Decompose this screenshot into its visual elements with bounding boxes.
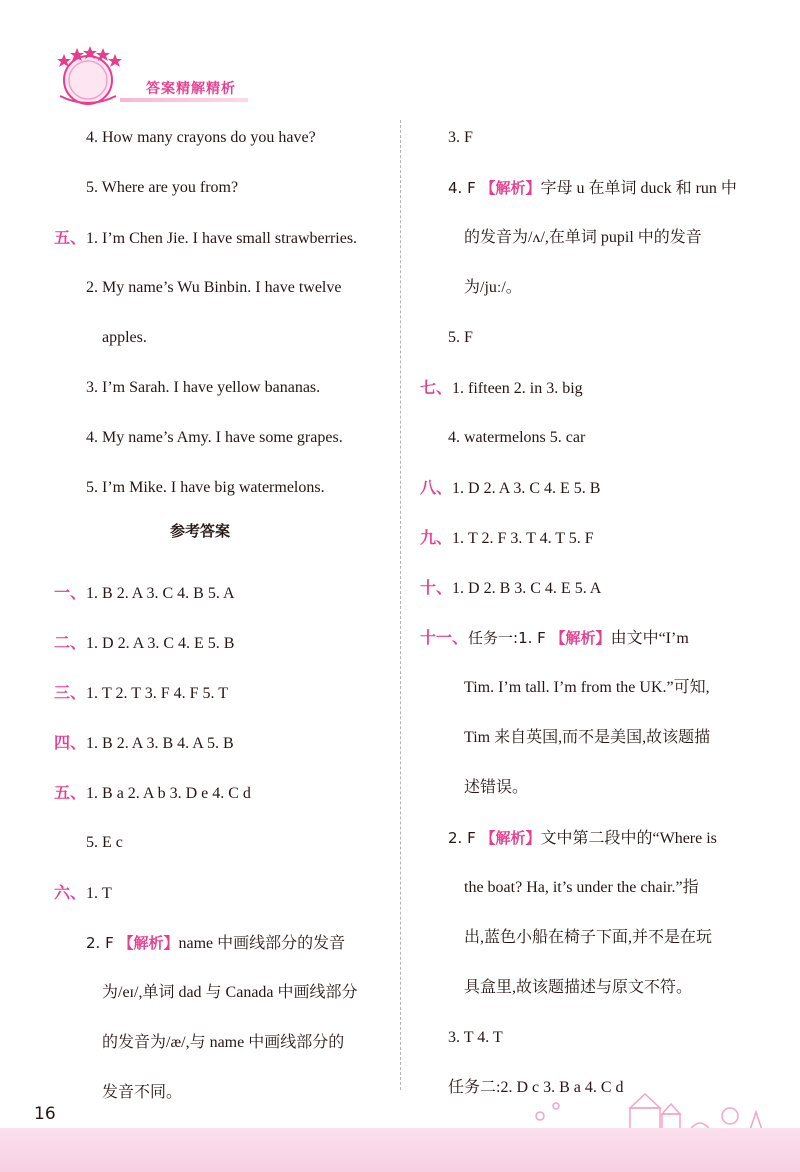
answer-line: [86, 178, 238, 198]
answer-text: 任务二:2. D c 3. B a 4. C d: [448, 1079, 624, 1096]
answer-line: [448, 128, 473, 148]
answer-text: name 中画线部分的发音: [178, 935, 346, 952]
answer-prefix: 2. F: [448, 829, 481, 847]
answer-line: [86, 278, 341, 298]
answer-line: [102, 328, 147, 348]
answer-text: apples.: [102, 329, 147, 346]
answer-text: 4. My name’s Amy. I have some grapes.: [86, 429, 343, 446]
answer-text: 1. I’m Chen Jie. I have small strawberries.: [86, 230, 358, 247]
answer-text: 3. I’m Sarah. I have yellow bananas.: [86, 379, 321, 396]
answer-line: [54, 883, 112, 904]
question-number: 七、: [420, 378, 453, 397]
answer-line: [464, 978, 692, 998]
answer-text: 由文中“I’m: [610, 630, 689, 647]
answer-text: 文中第二段中的“Where is: [540, 830, 717, 847]
answer-text: Tim. I’m tall. I’m from the UK.”可知,: [464, 679, 710, 696]
answer-text: 2. My name’s Wu Binbin. I have twelve: [86, 279, 342, 296]
header-underline: [120, 98, 248, 102]
answer-line: [86, 128, 316, 148]
answer-text: 发音不同。: [102, 1084, 183, 1101]
answer-line: [86, 428, 343, 448]
answer-line: [54, 733, 234, 754]
answer-line: [464, 678, 710, 698]
answer-line: [464, 278, 522, 298]
answer-text: 3. T 4. T: [448, 1029, 503, 1046]
brand-logo-icon: [50, 44, 128, 108]
analysis-tag: 【解析】: [480, 829, 541, 847]
answer-text: 的发音为/æ/,与 name 中画线部分的: [102, 1034, 345, 1051]
answer-line: [54, 228, 357, 249]
answer-text: 1. fifteen 2. in 3. big: [452, 380, 583, 397]
answer-text: 1. T: [86, 885, 112, 902]
answer-line: [102, 983, 358, 1003]
question-number: 十一、: [420, 628, 469, 647]
answer-text: 字母 u 在单词 duck 和 run 中: [540, 180, 737, 197]
answer-line: [464, 778, 528, 798]
answer-line: [86, 833, 123, 853]
question-number: 四、: [54, 733, 87, 752]
answer-text: 1. B 2. A 3. C 4. B 5. A: [86, 585, 235, 602]
answer-line: [86, 933, 345, 954]
answer-text: 为/eɪ/,单词 dad 与 Canada 中画线部分: [102, 984, 358, 1001]
answer-line: [448, 428, 585, 448]
answer-text: 5. I’m Mike. I have big watermelons.: [86, 479, 325, 496]
answer-text: 3. F: [448, 129, 473, 146]
answer-line: [54, 583, 235, 604]
answer-line: [448, 328, 473, 348]
answer-line: [54, 683, 228, 704]
answer-text: 1. B a 2. A b 3. D e 4. C d: [86, 785, 251, 802]
question-number: 五、: [54, 783, 87, 802]
answer-line: [464, 728, 710, 748]
page-header: [0, 0, 800, 110]
answer-text: 1. B 2. A 3. B 4. A 5. B: [86, 735, 234, 752]
question-number: 八、: [420, 478, 453, 497]
answer-text: 4. watermelons 5. car: [448, 429, 586, 446]
answer-text: 的发音为/ʌ/,在单词 pupil 中的发音: [464, 229, 702, 246]
answer-line: [464, 878, 699, 898]
answer-text: 具盒里,故该题描述与原文不符。: [464, 979, 693, 996]
question-number: 十、: [420, 578, 453, 597]
answer-line: [448, 1028, 503, 1048]
answer-prefix: 任务一:1. F: [468, 629, 551, 647]
answer-text: Tim 来自英国,而不是美国,故该题描: [464, 729, 711, 746]
answer-text: 5. E c: [86, 834, 123, 851]
question-number: 六、: [54, 883, 87, 902]
answer-line: [420, 478, 600, 499]
answer-line: [102, 1033, 344, 1053]
column-divider: [400, 120, 401, 1090]
answer-text: the boat? Ha, it’s under the chair.”指: [464, 879, 699, 896]
answer-text: 1. T 2. T 3. F 4. F 5. T: [86, 685, 228, 702]
answer-line: [448, 828, 717, 849]
analysis-tag: 【解析】: [550, 629, 611, 647]
answer-line: [86, 478, 325, 498]
answer-prefix: 2. F: [86, 934, 119, 952]
answer-line: [54, 633, 234, 654]
question-number: 二、: [54, 633, 87, 652]
analysis-tag: 【解析】: [480, 179, 541, 197]
answer-line: [420, 578, 601, 599]
answer-line: [86, 378, 320, 398]
answer-line: [420, 628, 689, 649]
answer-prefix: 4. F: [448, 179, 481, 197]
answer-text: 1. D 2. B 3. C 4. E 5. A: [452, 580, 602, 597]
answer-line: [420, 378, 583, 399]
answer-text: 4. How many crayons do you have?: [86, 129, 316, 146]
answer-text: 5. Where are you from?: [86, 179, 239, 196]
answer-text: 出,蓝色小船在椅子下面,并不是在玩: [464, 929, 713, 946]
page-number: 16: [34, 1104, 56, 1124]
analysis-tag: 【解析】: [118, 934, 179, 952]
answer-line: [448, 178, 737, 199]
castle-decoration-icon: [520, 1086, 780, 1132]
answer-line: [420, 528, 594, 549]
question-number: 一、: [54, 583, 87, 602]
question-number: 九、: [420, 528, 453, 547]
answer-text: 1. T 2. F 3. T 4. T 5. F: [452, 530, 594, 547]
section-title: 参考答案: [169, 522, 230, 540]
header-title: 答案精解精析: [146, 81, 236, 97]
answer-text: 5. F: [448, 329, 473, 346]
answer-text: 1. D 2. A 3. C 4. E 5. B: [452, 480, 601, 497]
question-number: 三、: [54, 683, 87, 702]
question-number: 五、: [54, 228, 87, 247]
answer-line: [464, 228, 702, 248]
answer-line: [54, 783, 251, 804]
footer-band: [0, 1128, 800, 1172]
answer-line: [102, 1083, 182, 1103]
answer-text: 为/juː/。: [464, 279, 522, 296]
answer-text: 1. D 2. A 3. C 4. E 5. B: [86, 635, 235, 652]
answer-line: [464, 928, 712, 948]
answer-text: 述错误。: [464, 779, 529, 796]
